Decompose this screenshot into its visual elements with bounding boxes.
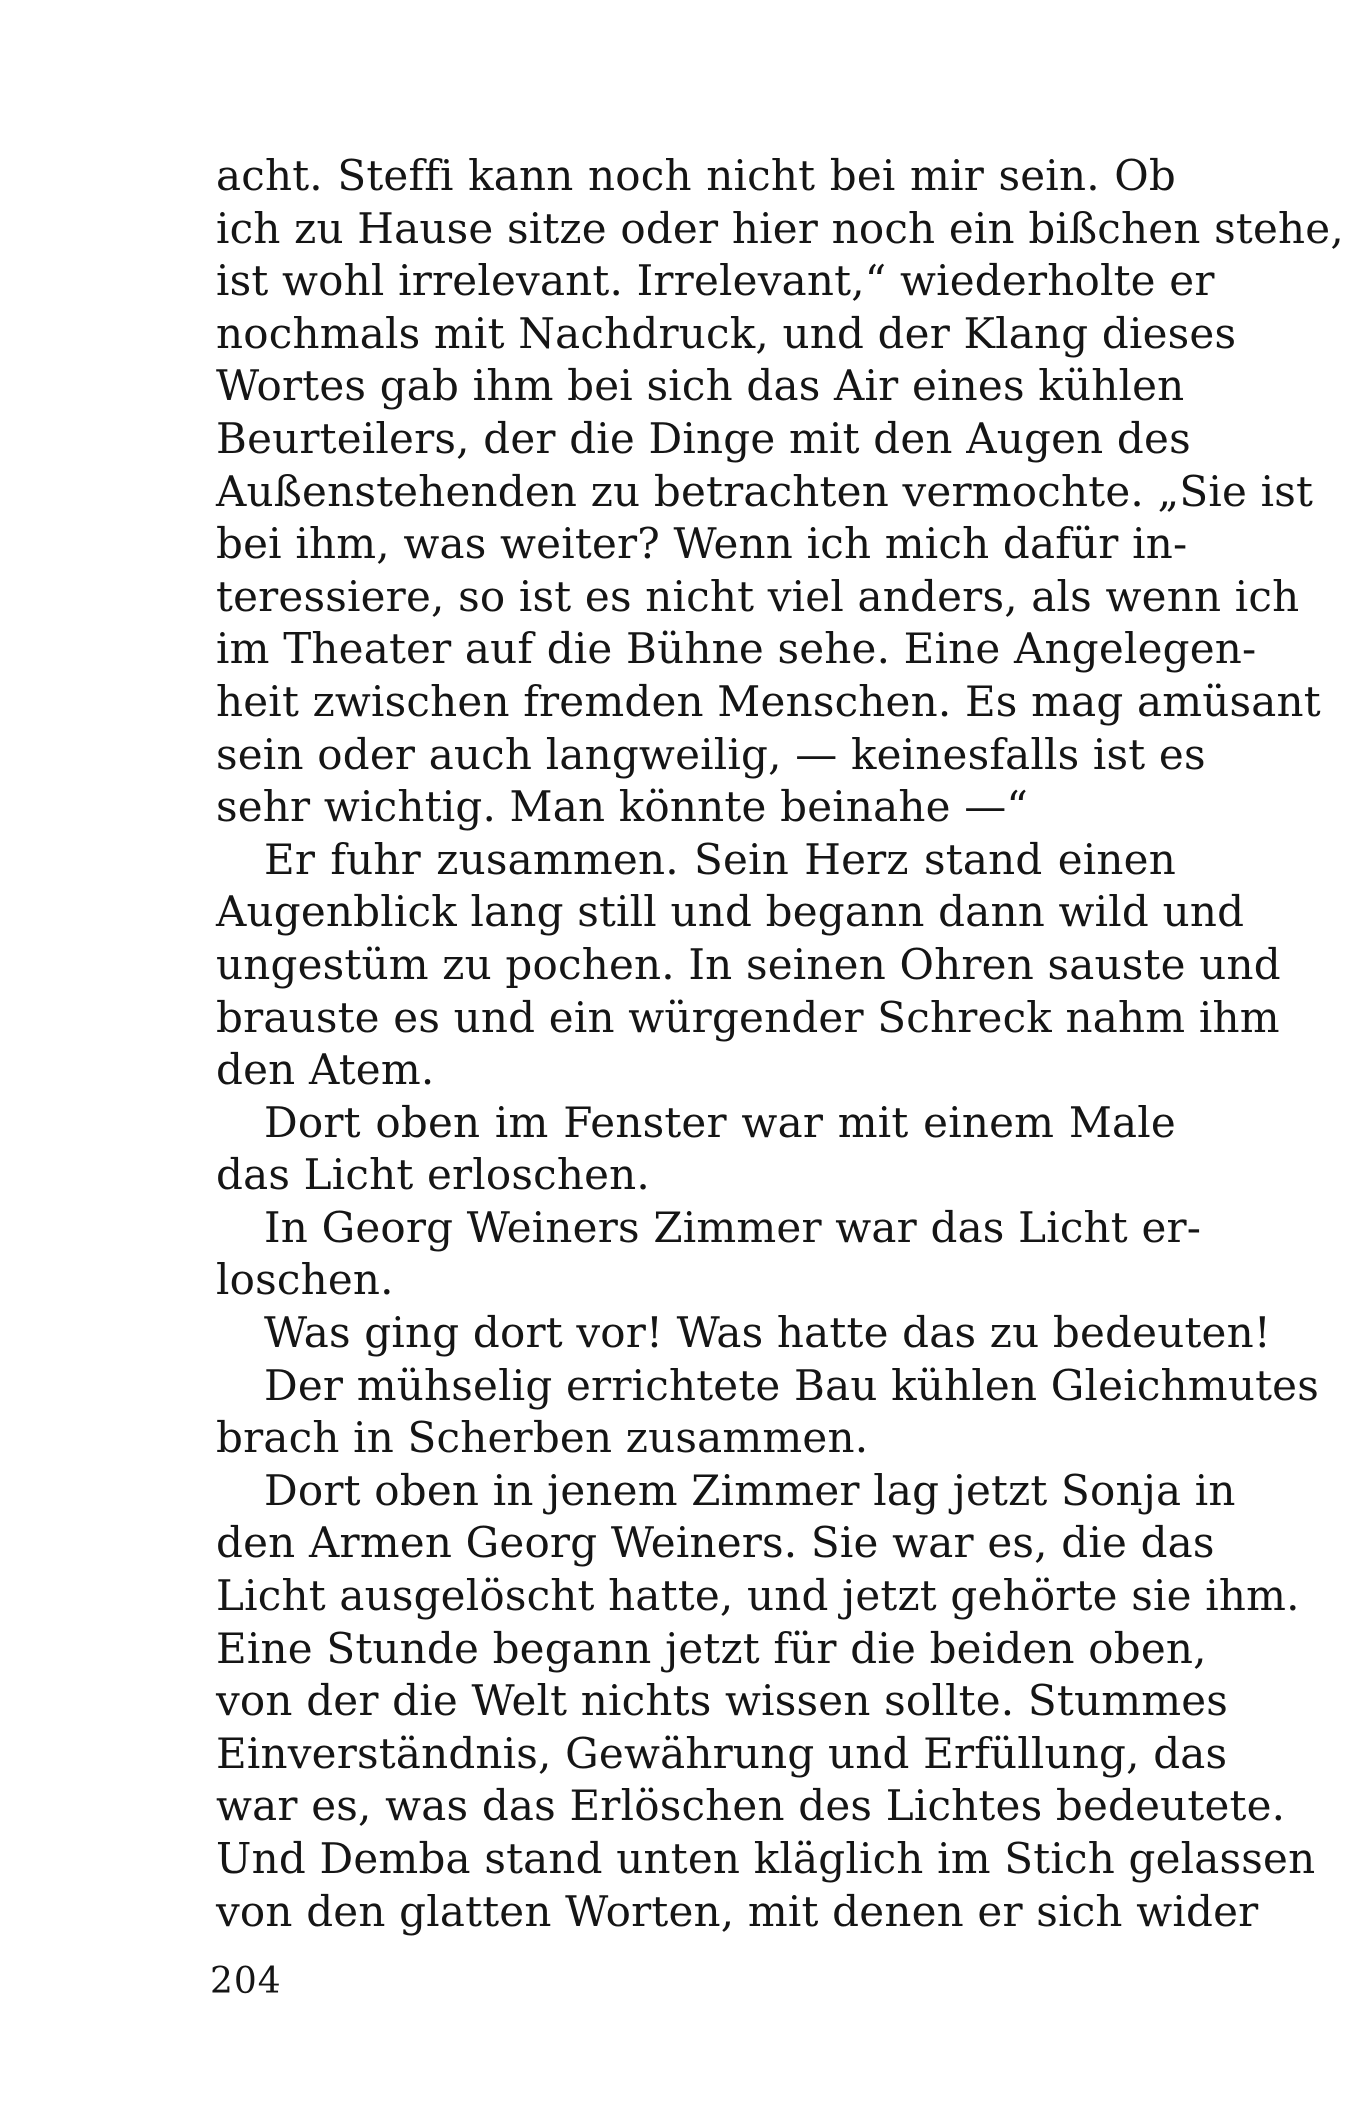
text-line: Einverständnis, Gewährung und Erfüllung, das (216, 1728, 1228, 1778)
text-line: ungestüm zu pochen. In seinen Ohren sauste und (216, 939, 1281, 989)
text-line: Der mühselig errichtete Bau kühlen Gleichmutes (264, 1360, 1319, 1410)
text-line: Dort oben in jenem Zimmer lag jetzt Sonja in (264, 1465, 1236, 1515)
text-line: den Armen Georg Weiners. Sie war es, die das (216, 1518, 1215, 1568)
text-line: Er fuhr zusammen. Sein Herz stand einen (264, 834, 1176, 884)
text-line: Außenstehenden zu betrachten vermochte. „Sie ist (216, 466, 1314, 516)
text-line: brauste es und ein würgender Schreck nahm ihm (216, 992, 1280, 1042)
text-line: Und Demba stand unten kläglich im Stich gelassen (216, 1834, 1316, 1883)
text-line: Eine Stunde begann jetzt für die beiden oben, (216, 1623, 1207, 1673)
text-line: Dort oben im Fenster war mit einem Male (264, 1097, 1176, 1147)
text-line: den Atem. (216, 1045, 435, 1095)
page-number: 204 (210, 1961, 282, 2002)
text-line: im Theater auf die Bühne sehe. Eine Angelegen- (216, 624, 1257, 674)
text-line: nochmals mit Nachdruck, und der Klang dieses (216, 308, 1237, 358)
text-line: sein oder auch langweilig, — keinesfalls ist es (216, 729, 1206, 779)
text-line: ich zu Hause sitze oder hier noch ein bißchen stehe, (216, 203, 1344, 253)
text-line: bei ihm, was weiter? Wenn ich mich dafür in- (216, 519, 1188, 569)
text-line: Augenblick lang still und begann dann wild und (216, 887, 1245, 937)
text-line: loschen. (216, 1255, 394, 1305)
text-line: von den glatten Worten, mit denen er sich wider (216, 1886, 1259, 1936)
text-line: In Georg Weiners Zimmer war das Licht er- (264, 1202, 1202, 1252)
text-line: Wortes gab ihm bei sich das Air eines kühlen (216, 361, 1185, 411)
text-line: war es, was das Erlöschen des Lichtes bedeutete. (216, 1781, 1286, 1831)
text-line: das Licht erloschen. (216, 1150, 650, 1200)
text-line: Beurteilers, der die Dinge mit den Augen des (216, 413, 1191, 463)
text-line: von der die Welt nichts wissen sollte. Stummes (216, 1676, 1229, 1726)
text-line: sehr wichtig. Man könnte beinahe —“ (216, 782, 1029, 832)
text-line: Was ging dort vor! Was hatte das zu bedeuten! (264, 1308, 1271, 1358)
body-text (216, 150, 1344, 1938)
text-line: teressiere, so ist es nicht viel anders, als wenn ich (216, 571, 1300, 621)
text-line: ist wohl irrelevant. Irrelevant,“ wiederholte er (216, 256, 1215, 306)
text-line: brach in Scherben zusammen. (216, 1413, 869, 1463)
text-line: heit zwischen fremden Menschen. Es mag amüsant (216, 676, 1321, 726)
text-line: Licht ausgelöscht hatte, und jetzt gehörte sie ihm. (216, 1571, 1300, 1621)
text-line: acht. Steffi kann noch nicht bei mir sein. Ob (216, 151, 1176, 200)
